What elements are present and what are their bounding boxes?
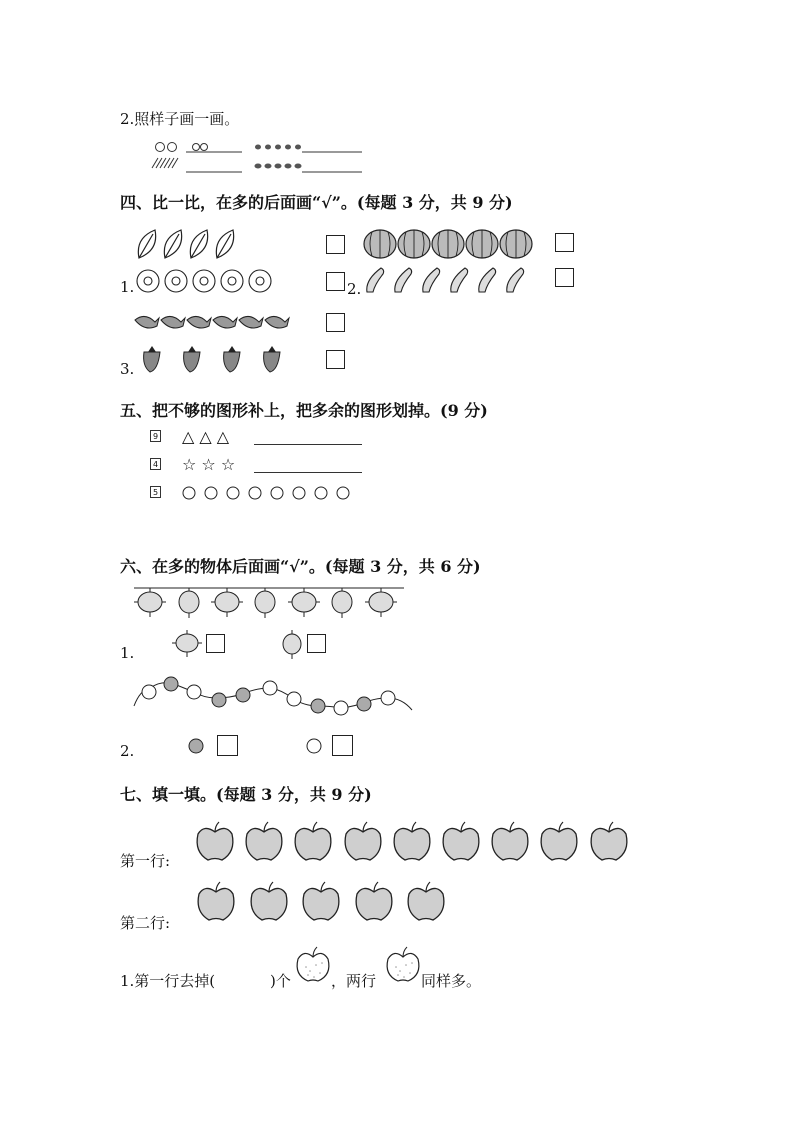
fill-question-part2: )个 <box>270 972 291 990</box>
apple-icon <box>344 822 384 864</box>
answer-blank[interactable] <box>236 968 270 988</box>
answer-box-cucumbers[interactable] <box>555 268 574 287</box>
section6-title: 六、在多的物体后面画“√”。(每题 3 分，共 6 分) <box>120 557 481 576</box>
answer-box-birds[interactable] <box>326 313 345 332</box>
answer-box-pumpkins[interactable] <box>555 233 574 252</box>
leaf-icons <box>135 228 245 262</box>
circle-shapes <box>182 485 362 501</box>
lantern-question-number: 1. <box>120 644 135 662</box>
white-bead-icon <box>305 737 323 755</box>
number-box-4: 4 <box>150 458 161 470</box>
apple-icon <box>393 822 433 864</box>
answer-box-leaves[interactable] <box>326 235 345 254</box>
section7-title: 七、填一填。(每题 3 分，共 9 分) <box>120 785 372 804</box>
fill-question-part3: ，两行 <box>331 972 377 990</box>
apple-icon <box>245 822 285 864</box>
apple-icon <box>590 822 630 864</box>
apple-icon <box>196 822 236 864</box>
number-box-5: 5 <box>150 486 161 498</box>
bead-string <box>132 676 416 720</box>
bead-question-number: 2. <box>120 742 135 760</box>
row1-label: 第一行: <box>120 852 171 870</box>
apple-icon <box>407 882 447 924</box>
lantern-row <box>132 586 407 620</box>
apple-icon <box>355 882 395 924</box>
tall-lantern-icon <box>281 630 303 660</box>
answer-box-gray-bead[interactable] <box>217 735 238 756</box>
number-box-9: 9 <box>150 430 161 442</box>
bird-icons <box>133 310 293 336</box>
answer-box-white-bead[interactable] <box>332 735 353 756</box>
answer-line-stars[interactable] <box>254 472 362 473</box>
apple-icon <box>540 822 580 864</box>
apple-row-2 <box>197 882 457 924</box>
star-shapes: ☆ ☆ ☆ <box>182 455 236 474</box>
answer-box-strawberries[interactable] <box>326 350 345 369</box>
pumpkin-icons <box>363 226 535 260</box>
question-2-number: 2. <box>347 280 362 298</box>
apple-icon <box>442 822 482 864</box>
draw-section-title: 2.照样子画一画。 <box>120 110 240 128</box>
cucumber-icons <box>363 264 533 296</box>
apple-outline-icon <box>296 945 330 985</box>
answer-line-triangles[interactable] <box>254 444 362 445</box>
triangle-shapes: △ △ △ <box>182 427 230 446</box>
answer-box-tall-lantern[interactable] <box>307 634 326 653</box>
section4-title: 四、比一比，在多的后面画“√”。(每题 3 分，共 9 分) <box>120 193 513 212</box>
apple-icon <box>197 882 237 924</box>
section5-title: 五、把不够的图形补上，把多余的图形划掉。(9 分) <box>120 401 488 420</box>
gray-bead-icon <box>187 737 205 755</box>
question-1-number: 1. <box>120 278 135 296</box>
round-lantern-icon <box>172 630 202 658</box>
apple-row-1 <box>196 822 636 864</box>
draw-example-icons <box>150 138 370 178</box>
apple-icon <box>491 822 531 864</box>
question-3-number: 3. <box>120 360 135 378</box>
fill-question-part4: 同样多。 <box>421 972 482 990</box>
flower-icons <box>135 267 275 297</box>
strawberry-icons <box>140 346 290 374</box>
fill-question-part1: 1.第一行去掉( <box>120 972 216 990</box>
answer-box-flowers[interactable] <box>326 272 345 291</box>
apple-icon <box>250 882 290 924</box>
answer-box-round-lantern[interactable] <box>206 634 225 653</box>
apple-outline-icon-2 <box>386 945 420 985</box>
apple-icon <box>302 882 342 924</box>
row2-label: 第二行: <box>120 914 171 932</box>
apple-icon <box>294 822 334 864</box>
